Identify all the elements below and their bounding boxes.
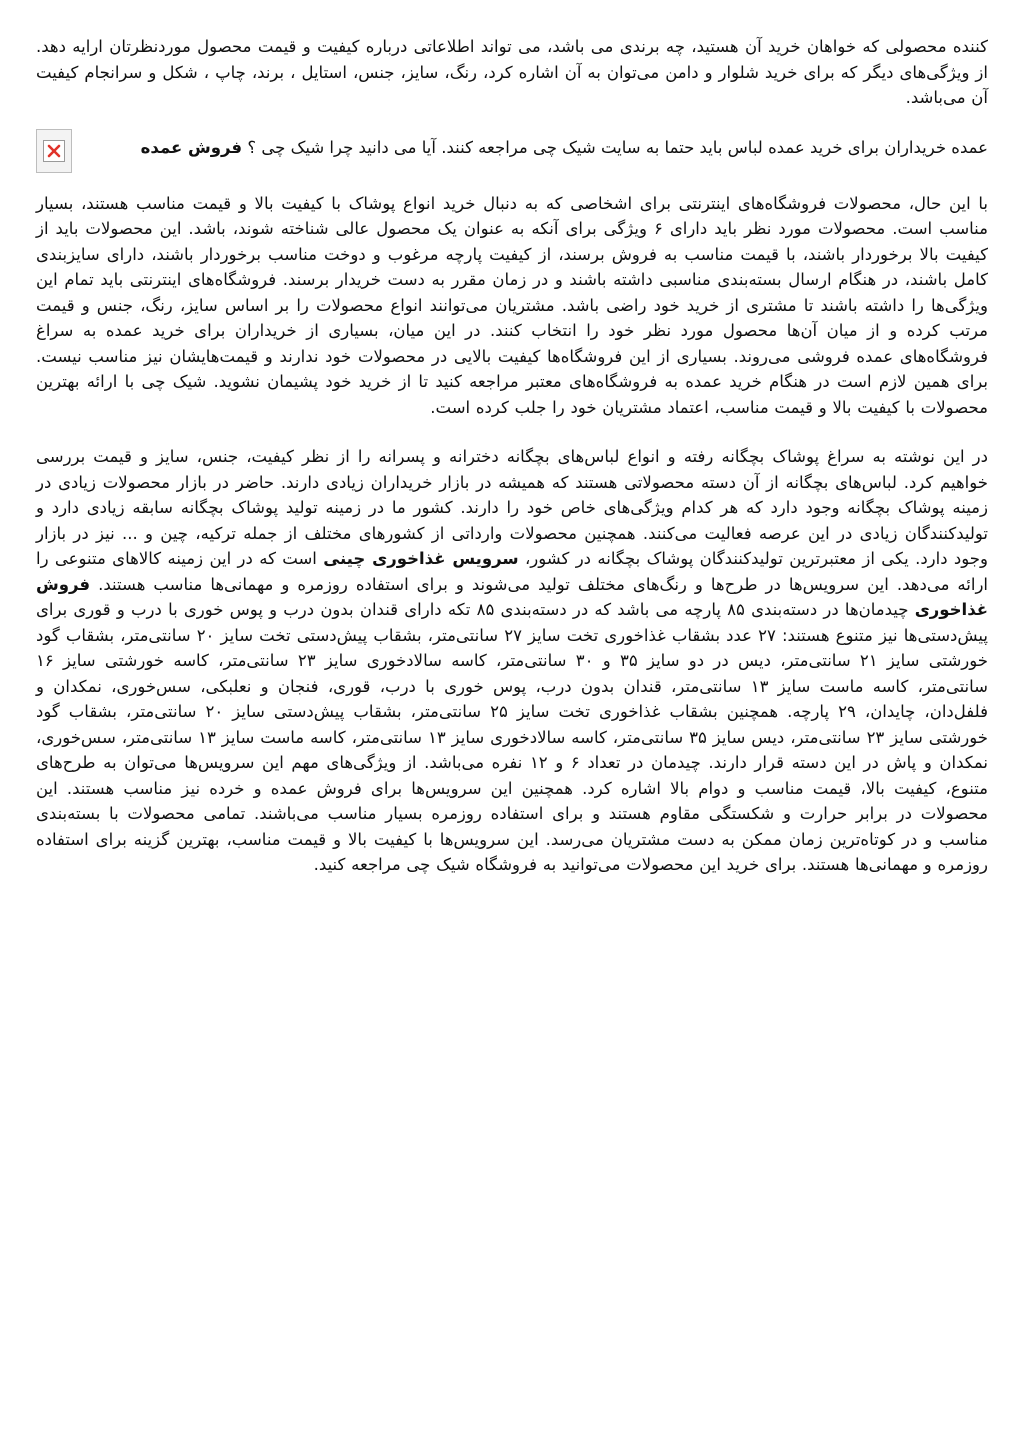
paragraph-2: با این حال، محصولات فروشگاه‌های اینترنتی برای اشخاصی که به دنبال خرید انواع پوشاک با کیفیت بالا و قیمت مناسب هستند، بسیار مناسب است. محصولات مورد نظر باید دارای ۶ ویژگی برای آنکه به عنوان یک محصول عالی شناخته شوند، باشد. این محصولات باید از کیفیت بالا برخوردار باشند، با قیمت مناسب به فروش برسند، از کیفیت پارچه مرغوب و دوخت مناسب برخوردار باشند، دارای سایزبندی کامل باشند، در هنگام ارسال بسته‌بندی مناسبی داشته باشند و در زمان مقرر به دست خریدار برسند. فروشگاه‌های اینترنتی باید تمام این ویژگی‌ها را داشته باشند تا مشتری از خرید خود راضی باشد. مشتریان می‌توانند انواع محصولات را بر اساس سایز، رنگ، جنس و قیمت مرتب کرده و از میان آن‌ها محصول مورد نظر خود را انتخاب کنند. در این میان، بسیاری از خریداران برای خرید عمده به سراغ فروشگاه‌های عمده فروشی می‌روند. بسیاری از این فروشگاه‌ها کیفیت بالایی در محصولات خود ندارند و قیمت‌هایشان نیز مناسب نیست. برای همین لازم است در هنگام خرید عمده به فروشگاه‌های معتبر مراجعه کنید تا از خرید خود پشیمان نشوید. شیک چی با ارائه بهترین محصولات با کیفیت بالا و قیمت مناسب، اعتماد مشتریان خود را جلب کرده است.	[36, 193, 988, 417]
image-caption-line	[36, 135, 988, 181]
image-line-text: عمده خریداران برای خرید عمده لباس باید حتما به سایت شیک چی مراجعه کنند. آیا می دانید چرا شیک چی ؟	[247, 137, 988, 157]
paragraph-3	[36, 444, 988, 878]
paragraph-3-rest: چیدمان‌ها در دسته‌بندی ۸۵ پارچه می باشد که در دسته‌بندی ۸۵ تکه دارای قندان بدون درب و پوس خوری با درب و قوری برای پیش‌دستی‌ها نیز متنوع هستند: ۲۷ عدد بشقاب غذاخوری تخت سایز ۲۷ سانتی‌متر، بشقاب پیش‌دستی تخت سایز ۲۰ سانتی‌متر، بشقاب گود خورشتی سایز ۲۱ سانتی‌متر، دیس در دو سایز ۳۵ و ۳۰ سانتی‌متر، کاسه سالادخوری سایز ۲۳ سانتی‌متر، کاسه خورشتی سایز ۱۶ سانتی‌متر، کاسه ماست سایز ۱۳ سانتی‌متر، قندان بدون درب، پوس خوری با درب، قوری، فنجان و نعلبکی، سس‌خوری، نمکدان و فلفل‌دان، چایدان، ۲۹ پارچه. همچنین بشقاب غذاخوری تخت سایز ۲۵ سانتی‌متر، بشقاب پیش‌دستی سایز ۲۰ سانتی‌متر، بشقاب گود خورشتی سایز ۲۳ سانتی‌متر، دیس سایز ۳۵ سانتی‌متر، کاسه سالادخوری سایز ۱۳ سانتی‌متر، کاسه ماست سایز ۱۳ سانتی‌متر، سس‌خوری، نمکدان و پاش در این دسته قرار دارند. چیدمان در تعداد ۶ و ۱۲ نفره می‌باشد. از ویژگی‌های مهم این سرویس‌ها می‌توان به طرح‌های متنوع، کیفیت بالا، قیمت مناسب و دوام بالا اشاره کرد. همچنین این سرویس‌ها برای فروش عمده و خرده نیز مناسب هستند. این محصولات در برابر حرارت و شکستگی مقاوم هستند و برای استفاده روزمره بسیار مناسب می‌باشند. تمامی محصولات با بسته‌بندی مناسب و در کوتاه‌ترین زمان ممکن به دست مشتریان می‌رسد. این سرویس‌ها با کیفیت بالا و قیمت مناسب، بهترین گزینه برای استفاده روزمره و مهمانی‌ها هستند. برای خرید این محصولات می‌توانید به فروشگاه شیک چی مراجعه کنید.	[36, 600, 989, 874]
paragraph-3-mid: است که در این زمینه کالاهای متنوعی را ارائه می‌دهد. این سرویس‌ها در طرح‌ها و رنگ‌های مختلف تولید می‌شوند و برای استفاده روزمره و مهمانی‌ها مناسب هستند.	[36, 549, 989, 594]
broken-image-icon	[36, 129, 72, 173]
paragraph-3-intro: در این نوشته به سراغ پوشاک بچگانه رفته و انواع لباس‌های بچگانه دخترانه و پسرانه را از نظر کیفیت، جنس، سایز و قیمت بررسی خواهیم کرد. لباس‌های بچگانه از آن دسته محصولاتی هستند که همیشه در بازار خریداران زیادی دارند. حاضر در بازار محصولات زیادی در زمینه پوشاک بچگانه وجود دارد که هر کدام ویژگی‌های خاص خود را دارند. کشور ما در زمینه تولید پوشاک بچگانه سابقه زیادی دارد و تولیدکنندگان زیادی در این عرصه فعالیت می‌کنند. همچنین محصولات وارداتی از کشورهای مختلف از جمله ترکیه، چین و ... نیز در بازار وجود دارد. یکی از معتبرترین تولیدکنندگان پوشاک بچگانه در کشور،	[36, 447, 988, 568]
image-line-bold-link[interactable]: فروش عمده	[140, 137, 243, 157]
paragraph-1: کننده محصولی که خواهان خرید آن هستید، چه برندی می باشد، می تواند اطلاعاتی درباره کیفیت و قیمت محصول موردنظرتان ارایه دهد. از ویژگی‌های دیگر که برای خرید شلوار و دامن می‌توان به آن اشاره کرد، رنگ، سایز، جنس، استایل ، برند، چاپ ، شکل و سرانجام کیفیت آن می‌باشد.	[36, 37, 988, 107]
paragraph-3-bold-link-1[interactable]: سرویس غذاخوری چینی	[323, 549, 519, 568]
paragraph-3-bold-link-2[interactable]: فروش غذاخوری	[36, 574, 989, 619]
